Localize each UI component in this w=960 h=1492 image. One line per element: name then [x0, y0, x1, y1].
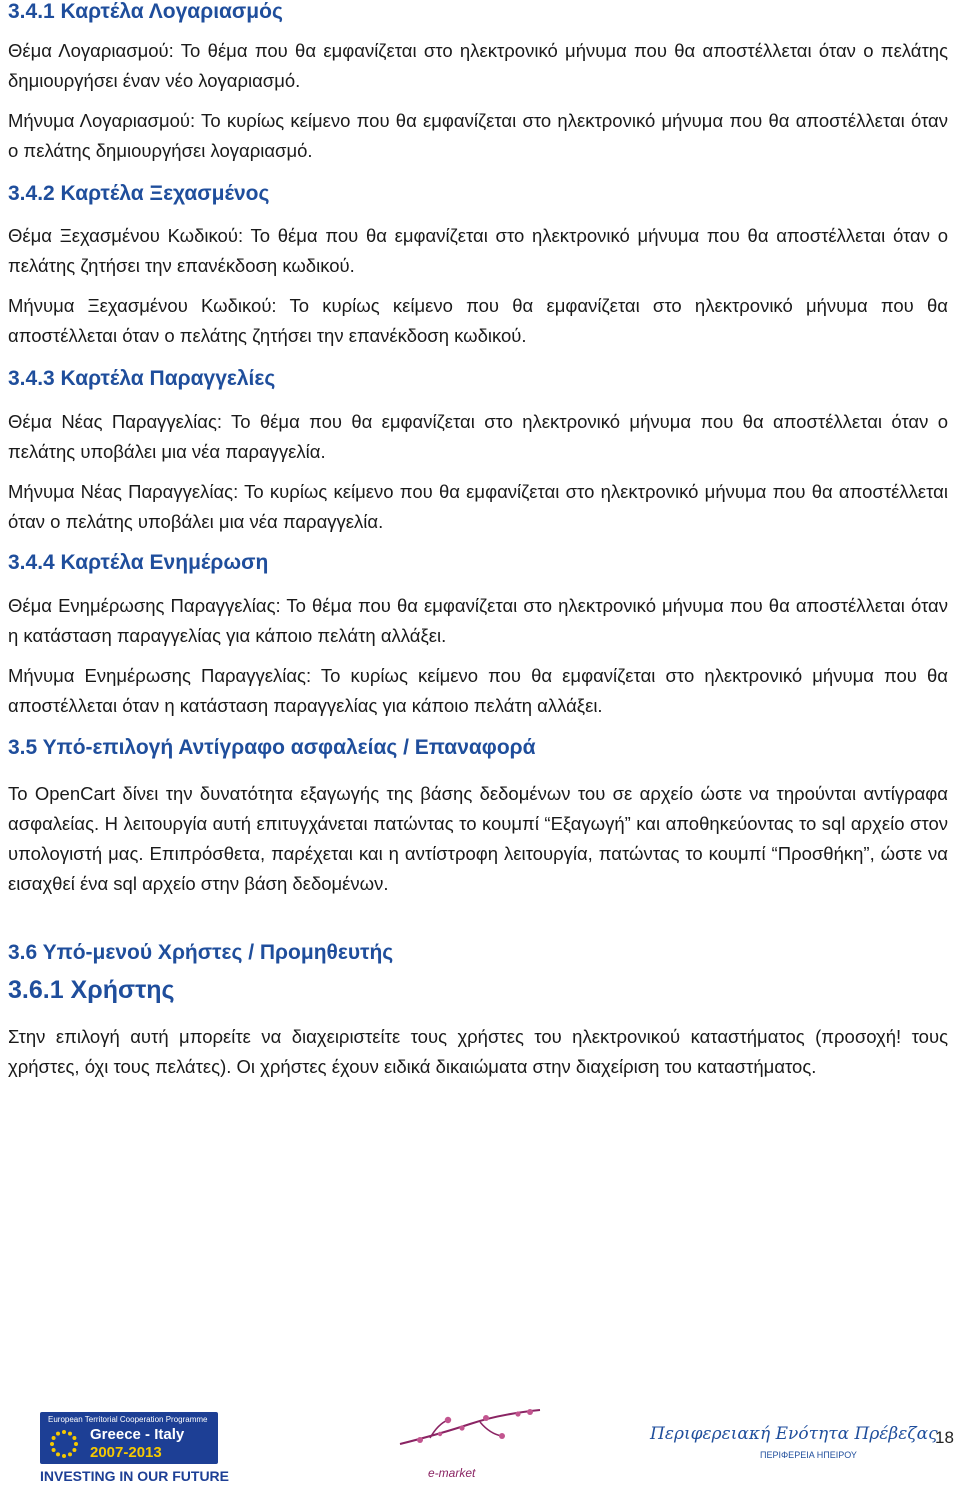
section-heading-3-4-3: 3.4.3 Καρτέλα Παραγγελίες: [8, 367, 276, 390]
paragraph-order-subject: Θέμα Νέας Παραγγελίας: Το θέμα που θα εμφανίζεται στο ηλεκτρονικό μήνυμα που θα αποστέλλεται όταν ο πελάτης υποβάλει μια νέα παραγγελία.: [8, 411, 948, 462]
paragraph-forgotten-subject: Θέμα Ξεχασμένου Κωδικού: Το θέμα που θα εμφανίζεται στο ηλεκτρονικό μήνυμα που θα αποστέλλεται όταν ο πελάτης ζητήσει την επανέκδοση κωδικού.: [8, 225, 948, 276]
section-heading-3-4-4: 3.4.4 Καρτέλα Ενημέρωση: [8, 551, 269, 574]
eu-stars-icon: [48, 1428, 80, 1460]
eu-logo-box: [40, 1412, 218, 1464]
eu-years-text: 2007-2013: [90, 1444, 162, 1461]
eu-slogan-text: INVESTING IN OUR FUTURE: [40, 1468, 230, 1484]
paragraph-account-message: Μήνυμα Λογαριασμού: Το κυρίως κείμενο που θα εμφανίζεται στο ηλεκτρονικό μήνυμα που θα αποστέλλεται όταν ο πελάτης δημιουργήσει λογαριασμό.: [8, 110, 948, 161]
paragraph-backup-restore: Το OpenCart δίνει την δυνατότητα εξαγωγής της βάσης δεδομένων του σε αρχείο ώστε να τηρούνται αντίγραφα ασφαλείας. Η λειτουργία αυτή επιτυγχάνεται πατώντας το κουμπί “Εξαγωγή” και αποθηκεύοντας το sql αρχείο στον υπολογιστή μας. Επιπρόσθετα, παρέχεται και η αντίστροφη λειτουργία, πατώντας το κουμπί “Προσθήκη”, ώστε να εισαχθεί ένα sql αρχείο στην βάση δεδομένων.: [8, 783, 948, 894]
eu-programme-logo: [40, 1412, 230, 1486]
paragraph-update-subject: Θέμα Ενημέρωσης Παραγγελίας: Το θέμα που θα εμφανίζεται στο ηλεκτρονικό μήνυμα που θα αποστέλλεται όταν η κατάσταση παραγγελίας για κάποιο πελάτη αλλάξει.: [8, 595, 948, 646]
section-heading-3-4-1: 3.4.1 Καρτέλα Λογαριασμός: [8, 0, 283, 23]
paragraph-users: Στην επιλογή αυτή μπορείτε να διαχειριστείτε τους χρήστες του ηλεκτρονικού καταστήματος (προσοχή! τους χρήστες, όχι τους πελάτες). Οι χρήστες έχουν ειδικά δικαιώματα στην διαχείριση του καταστήματος.: [8, 1026, 948, 1077]
paragraph-account-subject: Θέμα Λογαριασμού: Το θέμα που θα εμφανίζεται στο ηλεκτρονικό μήνυμα που θα αποστέλλεται όταν ο πελάτης δημιουργήσει έναν νέο λογαριασμό.: [8, 40, 948, 91]
paragraph-forgotten-message: Μήνυμα Ξεχασμένου Κωδικού: Το κυρίως κείμενο που θα εμφανίζεται στο ηλεκτρονικό μήνυμα που θα αποστέλλεται όταν ο πελάτης ζητήσει την επανέκδοση κωδικού.: [8, 295, 948, 346]
eu-program-text: European Territorial Cooperation Programme: [48, 1415, 208, 1424]
region-subtitle: ΠΕΡΙΦΕΡΕΙΑ ΗΠΕΙΡΟΥ: [760, 1450, 857, 1460]
page-footer: [0, 1404, 960, 1492]
page-number: 18: [935, 1428, 954, 1447]
section-heading-3-4-2: 3.4.2 Καρτέλα Ξεχασμένος: [8, 182, 270, 205]
emarket-text: e-market: [428, 1466, 476, 1480]
region-title: Περιφερειακή Ενότητα Πρέβεζας: [650, 1424, 938, 1444]
section-heading-3-6: 3.6 Υπό-μενού Χρήστες / Προμηθευτής: [8, 941, 394, 964]
emarket-branch-icon: [390, 1404, 550, 1468]
section-heading-3-5: 3.5 Υπό-επιλογή Αντίγραφο ασφαλείας / Επαναφορά: [8, 736, 536, 759]
paragraph-order-message: Μήνυμα Νέας Παραγγελίας: Το κυρίως κείμενο που θα εμφανίζεται στο ηλεκτρονικό μήνυμα που θα αποστέλλεται όταν ο πελάτης υποβάλει μια νέα παραγγελία.: [8, 481, 948, 532]
paragraph-update-message: Μήνυμα Ενημέρωσης Παραγγελίας: Το κυρίως κείμενο που θα εμφανίζεται στο ηλεκτρονικό μήνυμα που θα αποστέλλεται όταν η κατάσταση παραγγελίας για κάποιο πελάτη αλλάξει.: [8, 665, 948, 716]
region-logo: [650, 1424, 938, 1474]
emarket-logo: [390, 1404, 550, 1488]
eu-countries-text: Greece - Italy: [90, 1426, 185, 1443]
section-heading-3-6-1: 3.6.1 Χρήστης: [8, 976, 175, 1004]
